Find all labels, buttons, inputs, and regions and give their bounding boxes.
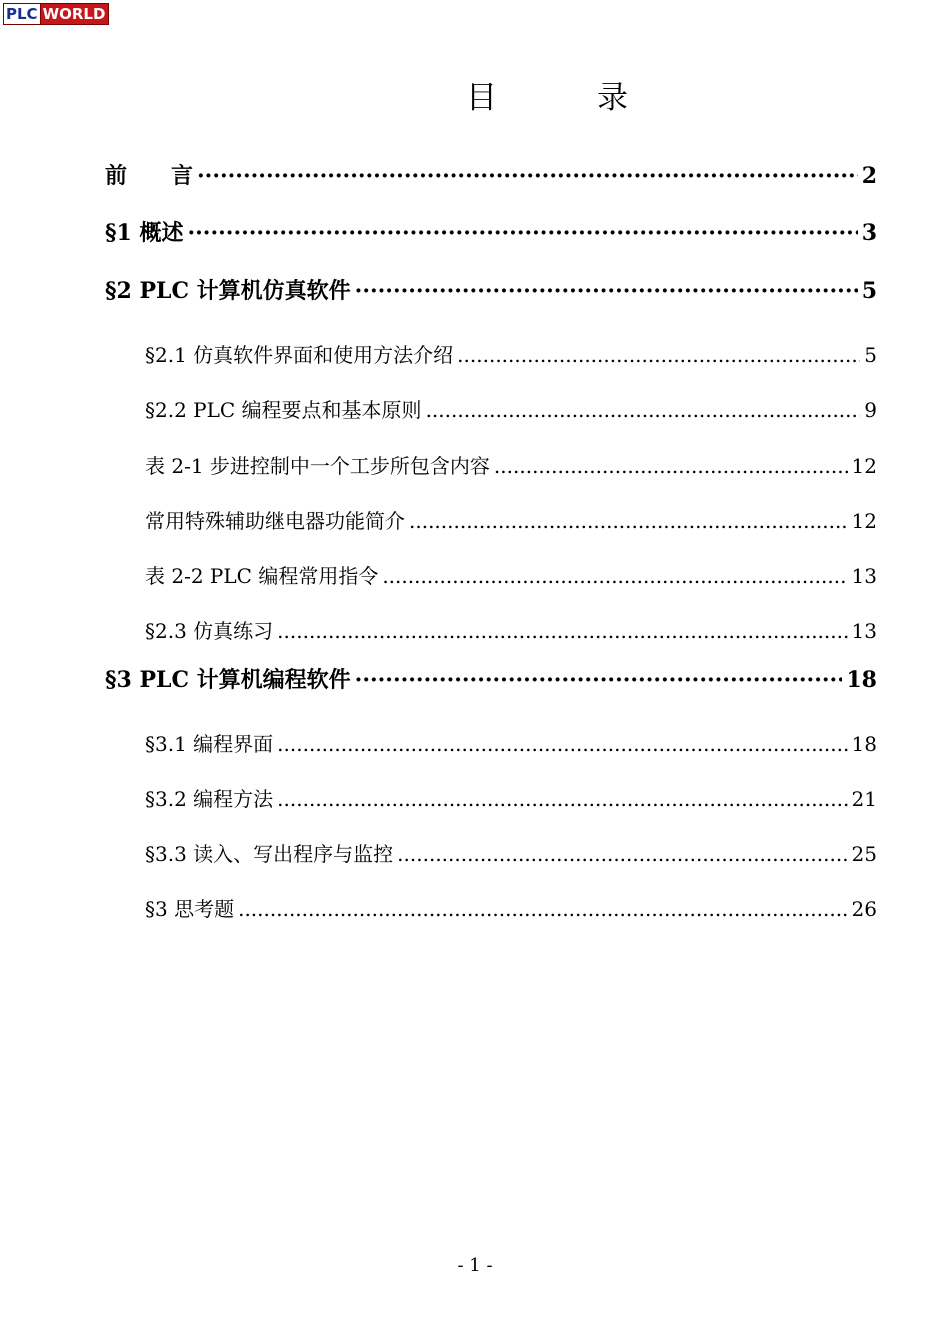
toc-entry-label: §2.2 PLC 编程要点和基本原则 [145,398,422,422]
toc-entry-page: 26 [851,897,877,921]
toc-leader-dots [187,217,857,249]
toc-entry-page: 2 [861,163,877,189]
toc-entry-label: §3 思考题 [145,897,235,921]
toc-entry-label: §3.2 编程方法 [145,787,274,811]
toc-entry-section-2[interactable] [105,275,877,307]
toc-entry-label: §2.1 仿真软件界面和使用方法介绍 [145,343,454,367]
toc-entry-label: §3 PLC 计算机编程软件 [105,667,351,693]
toc-entry-page: 18 [851,732,877,756]
toc-entry-section-2-1[interactable] [145,340,877,370]
toc-entry-section-2-3[interactable] [145,616,877,646]
toc-leader-dots [397,839,847,869]
toc-title-char-2: 录 [597,80,628,116]
toc-entry-label: 前 言 [105,163,194,189]
toc-entry-preface[interactable] [105,160,877,192]
toc-entry-page: 13 [851,619,877,643]
toc-leader-dots [277,729,847,759]
toc-leader-dots [426,395,861,425]
logo-plc-text: PLC [4,4,41,24]
toc-leader-dots [409,506,848,536]
toc-entry-label: 常用特殊辅助继电器功能简介 [145,509,405,533]
toc-title-char-1: 目 [466,80,497,116]
toc-entry-page: 25 [851,842,877,866]
toc-entry-section-3-2[interactable] [145,784,877,814]
toc-leader-dots [355,664,843,696]
toc-entry-page: 5 [861,278,877,304]
toc-entry-label: 表 2-1 步进控制中一个工步所包含内容 [145,454,490,478]
toc-entry-table-2-1[interactable] [145,451,877,481]
toc-leader-dots [277,784,847,814]
toc-entry-page: 5 [864,343,877,367]
toc-entry-page: 12 [851,454,877,478]
toc-entry-section-1[interactable] [105,217,877,249]
toc-entry-table-2-2[interactable] [145,561,877,591]
toc-entry-section-3-questions[interactable] [145,894,877,924]
logo-world-text: WORLD [41,4,109,24]
toc-entry-section-2-2[interactable] [145,395,877,425]
toc-entry-section-3-3[interactable] [145,839,877,869]
toc-leader-dots [355,275,858,307]
toc-entry-page: 9 [864,398,877,422]
toc-entry-label: §2.3 仿真练习 [145,619,274,643]
toc-entry-page: 18 [846,667,877,693]
toc-entry-special-relays[interactable] [145,506,877,536]
toc-entry-page: 21 [851,787,877,811]
toc-entry-label: §1 概述 [105,220,184,246]
plc-world-logo [3,3,109,25]
toc-entry-page: 13 [851,564,877,588]
toc-leader-dots [197,160,858,192]
toc-entry-section-3-1[interactable] [145,729,877,759]
toc-leader-dots [277,616,847,646]
toc-leader-dots [238,894,847,924]
toc-entry-label: §3.1 编程界面 [145,732,274,756]
toc-entry-page: 12 [851,509,877,533]
toc-entry-label: §2 PLC 计算机仿真软件 [105,278,351,304]
toc-entry-label: 表 2-2 PLC 编程常用指令 [145,564,379,588]
toc-entry-section-3[interactable] [105,664,877,696]
toc-leader-dots [382,561,847,591]
toc-leader-dots [494,451,848,481]
toc-leader-dots [457,340,860,370]
page-number-footer: - 1 - [457,1255,493,1276]
toc-entry-label: §3.3 读入、写出程序与监控 [145,842,394,866]
toc-entry-page: 3 [861,220,877,246]
